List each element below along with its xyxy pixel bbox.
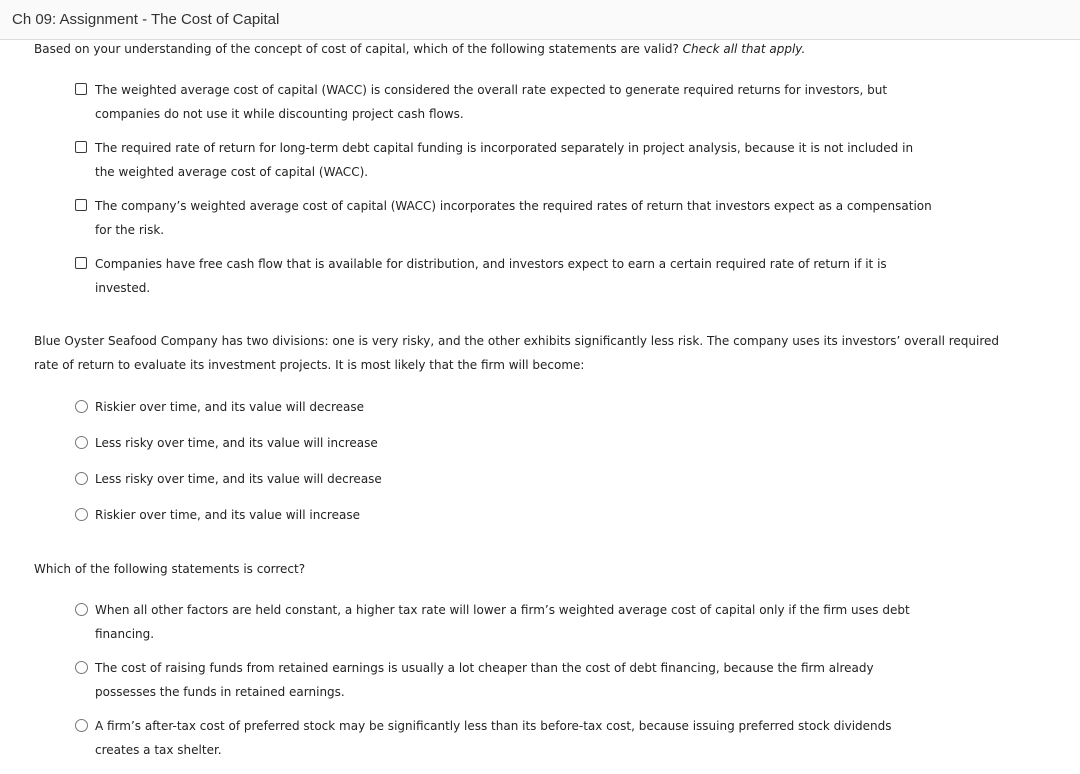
- option-label: The weighted average cost of capital (WACC) is considered the overall rate expected to generate required returns for investors, but companies do not use it while discounting project cash flows.: [95, 83, 888, 121]
- option-label: Riskier over time, and its value will decrease: [95, 400, 365, 414]
- q1-option-1[interactable]: [75, 78, 935, 126]
- option-label: Less risky over time, and its value will decrease: [95, 472, 382, 486]
- q1-option-4[interactable]: [75, 252, 935, 300]
- radio-button[interactable]: [75, 472, 88, 485]
- question-1-text: Based on your understanding of the concept of cost of capital, which of the following statements are valid?: [34, 42, 679, 56]
- option-label: The cost of raising funds from retained earnings is usually a lot cheaper than the cost of debt financing, because the firm already possesses the funds in retained earnings.: [95, 661, 874, 699]
- option-label: The required rate of return for long-term debt capital funding is incorporated separately in project analysis, because it is not included in the weighted average cost of capital (WACC).: [95, 141, 914, 179]
- page-header: [0, 0, 1080, 40]
- option-label: Less risky over time, and its value will increase: [95, 436, 378, 450]
- radio-button[interactable]: [75, 400, 88, 413]
- q2-option-4[interactable]: [75, 503, 935, 527]
- radio-button[interactable]: [75, 603, 88, 616]
- q3-option-3[interactable]: [75, 714, 935, 762]
- q2-option-2[interactable]: [75, 431, 935, 455]
- checkbox[interactable]: [75, 83, 87, 95]
- q1-option-2[interactable]: [75, 136, 935, 184]
- q3-option-2[interactable]: [75, 656, 935, 704]
- option-label: When all other factors are held constant, a higher tax rate will lower a firm’s weighted average cost of capital only if the firm uses debt financing.: [95, 603, 910, 641]
- radio-button[interactable]: [75, 661, 88, 674]
- q2-option-3[interactable]: [75, 467, 935, 491]
- checkbox[interactable]: [75, 141, 87, 153]
- option-label: Riskier over time, and its value will increase: [95, 508, 360, 522]
- question-1-instruction: Check all that apply.: [682, 42, 806, 56]
- radio-button[interactable]: [75, 436, 88, 449]
- question-3-prompt: Which of the following statements is correct?: [34, 562, 306, 576]
- page-title: Ch 09: Assignment - The Cost of Capital: [12, 11, 280, 28]
- q1-option-3[interactable]: [75, 194, 935, 242]
- checkbox[interactable]: [75, 257, 87, 269]
- question-1-prompt: [34, 37, 1024, 61]
- option-label: Companies have free cash flow that is available for distribution, and investors expect to earn a certain required rate of return if it is invested.: [95, 257, 887, 295]
- q3-option-1[interactable]: [75, 598, 935, 646]
- option-label: The company’s weighted average cost of capital (WACC) incorporates the required rates of return that investors expect as a compensation for the risk.: [95, 199, 932, 237]
- radio-button[interactable]: [75, 719, 88, 732]
- checkbox[interactable]: [75, 199, 87, 211]
- radio-button[interactable]: [75, 508, 88, 521]
- option-label: A firm’s after-tax cost of preferred stock may be significantly less than its before-tax cost, because issuing preferred stock dividends creates a tax shelter.: [95, 719, 892, 757]
- q2-option-1[interactable]: [75, 395, 935, 419]
- question-2-prompt: Blue Oyster Seafood Company has two divisions: one is very risky, and the other exhibits significantly less risk. The company uses its investors’ overall required rate of return to evaluate its investment projects. It is most likely that the firm will become:: [34, 334, 1000, 372]
